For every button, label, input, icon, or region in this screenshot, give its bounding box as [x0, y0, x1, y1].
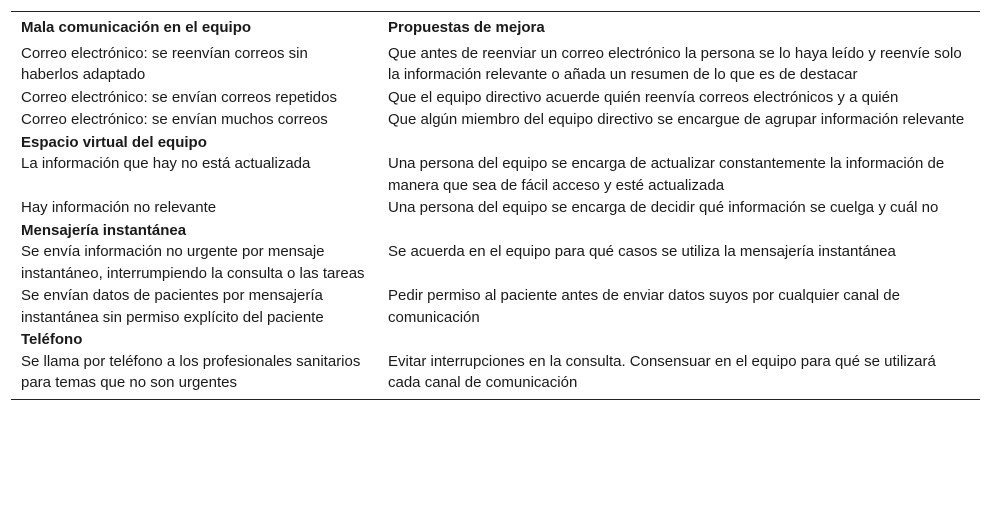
- problem-cell: Correo electrónico: se reenvían correos sin haberlos adaptado: [21, 44, 308, 83]
- section-empty-cell: [378, 220, 968, 242]
- section-title: Teléfono: [21, 331, 83, 348]
- section-row-telefono: [11, 329, 980, 351]
- table-row: [11, 241, 980, 285]
- section-row-mensajeria: [11, 220, 980, 242]
- proposal-cell: Una persona del equipo se encarga de decidir qué información se cuelga y cuál no: [388, 199, 939, 216]
- proposal-cell: Que antes de reenviar un correo electrónico la persona se lo haya leído y reenvíe solo la información relevante o añada un resumen de lo que es de destacar: [388, 44, 962, 83]
- header-col-problems: Mala comunicación en el equipo: [21, 19, 252, 36]
- problem-cell: Se llama por teléfono a los profesionales sanitarios para temas que no son urgentes: [21, 352, 361, 391]
- table-row: [11, 197, 980, 220]
- proposal-cell: Evitar interrupciones en la consulta. Consensuar en el equipo para qué se utilizará cada canal de comunicación: [388, 352, 936, 391]
- proposal-cell: Que algún miembro del equipo directivo se encargue de agrupar información relevante: [388, 111, 965, 128]
- table-row: [11, 351, 980, 399]
- section-title: Espacio virtual del equipo: [21, 133, 207, 151]
- problem-cell: Correo electrónico: se envían muchos correos: [21, 111, 328, 128]
- proposal-cell: Se acuerda en el equipo para qué casos se utiliza la mensajería instantánea: [388, 243, 896, 260]
- section-empty-cell: [378, 329, 968, 351]
- section-title: Mensajería instantánea: [21, 221, 187, 239]
- table-row: [11, 285, 980, 329]
- proposals-table: [11, 11, 980, 400]
- problem-cell: Se envían datos de pacientes por mensajería instantánea sin permiso explícito del paciente: [21, 287, 324, 326]
- table-header-row: [11, 12, 980, 43]
- proposal-cell: Que el equipo directivo acuerde quién reenvía correos electrónicos y a quién: [388, 88, 899, 106]
- header-col-proposals: Propuestas de mejora: [388, 19, 545, 36]
- section-empty-cell: [378, 132, 968, 154]
- problem-cell: Correo electrónico: se envían correos repetidos: [21, 88, 337, 106]
- table-row: [11, 153, 980, 197]
- proposal-cell: Pedir permiso al paciente antes de enviar datos suyos por cualquier canal de comunicación: [388, 287, 900, 326]
- table-row: [11, 87, 980, 110]
- problem-cell: La información que hay no está actualizada: [21, 155, 311, 172]
- table-row: [11, 109, 980, 132]
- proposal-cell: Una persona del equipo se encarga de actualizar constantemente la información de manera que sea de fácil acceso y esté actualizada: [388, 155, 945, 194]
- table-row: [11, 43, 980, 87]
- problem-cell: Hay información no relevante: [21, 199, 217, 216]
- problem-cell: Se envía información no urgente por mensaje instantáneo, interrumpiendo la consulta o las tareas: [21, 243, 365, 282]
- section-row-espacio-virtual: [11, 132, 980, 154]
